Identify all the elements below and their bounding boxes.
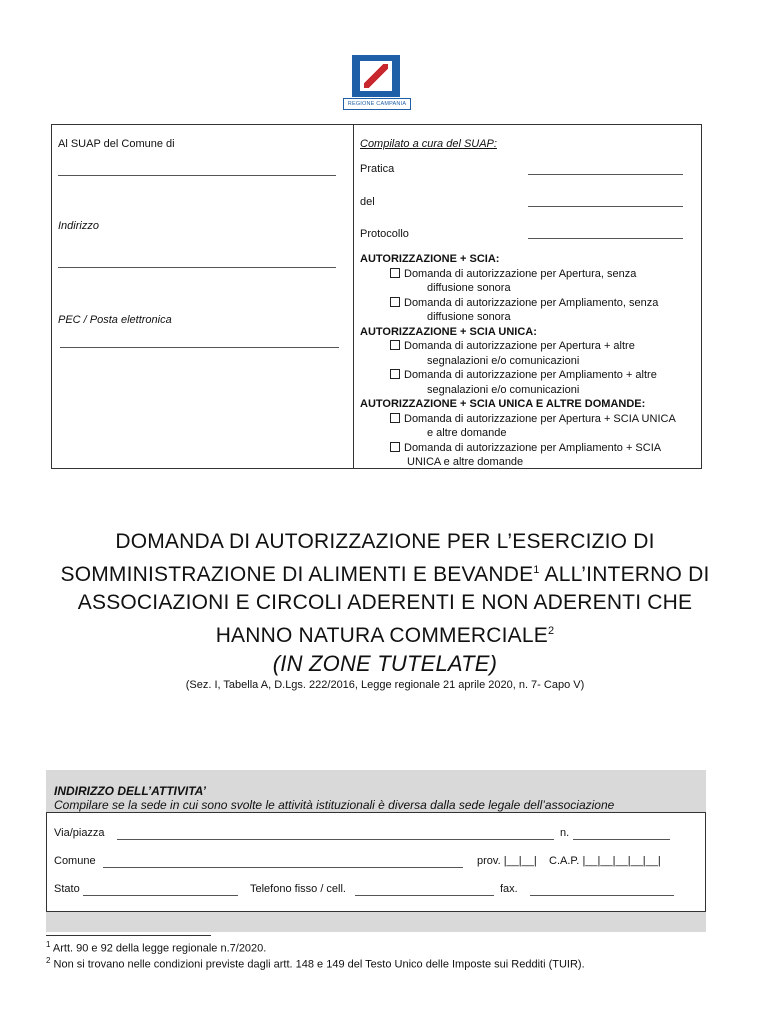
option-label: Domanda di autorizzazione per Apertura + SCIA UNICA <box>404 412 676 425</box>
cap-label: C.A.P. <box>549 855 580 867</box>
option-apertura-scia-unica[interactable] <box>360 339 700 354</box>
group-heading: AUTORIZZAZIONE + SCIA: <box>360 253 500 265</box>
request-type-options <box>360 252 700 470</box>
footnote-number: 1 <box>46 940 51 949</box>
title-line <box>40 556 730 589</box>
title-line: DOMANDA DI AUTORIZZAZIONE PER L’ESERCIZIO DI <box>115 530 655 553</box>
cap-field[interactable]: |__|__|__|__|__| <box>582 855 661 867</box>
option-label-cont: UNICA e altre domande <box>407 456 524 468</box>
del-label: del <box>360 196 375 208</box>
checkbox-icon[interactable] <box>390 369 400 379</box>
checkbox-icon[interactable] <box>390 297 400 307</box>
n-label: n. <box>560 827 570 839</box>
title-line: ASSOCIAZIONI E CIRCOLI ADERENTI E NON ADERENTI CHE <box>77 591 693 614</box>
option-label-cont: e altre domande <box>427 427 507 439</box>
suap-comune-label: Al SUAP del Comune di <box>58 138 175 150</box>
address-section-footer <box>46 912 706 932</box>
pratica-label: Pratica <box>360 163 395 175</box>
header-table <box>51 124 702 469</box>
fax-label: fax. <box>500 883 518 895</box>
prov-field[interactable]: |__|__| <box>503 855 537 867</box>
option-apertura-altre-domande[interactable] <box>360 412 700 427</box>
fax-field[interactable] <box>530 895 674 896</box>
option-label-cont: segnalazioni e/o comunicazioni <box>427 354 580 367</box>
option-label-cont: diffusione sonora <box>427 282 511 294</box>
prov-label: prov. <box>477 855 501 867</box>
footnote <box>46 940 266 955</box>
via-label: Via/piazza <box>54 827 105 839</box>
option-label-cont: segnalazioni e/o comunicazioni <box>427 383 580 396</box>
compiled-by-suap: Compilato a cura del SUAP: <box>360 138 497 150</box>
option-label: Domanda di autorizzazione per Apertura, senza <box>404 267 637 280</box>
telefono-field[interactable] <box>355 895 494 896</box>
checkbox-icon[interactable] <box>390 442 400 452</box>
comune-field[interactable] <box>103 867 463 868</box>
via-field[interactable] <box>117 839 554 840</box>
document-title <box>40 528 730 678</box>
footnote-number: 2 <box>46 956 51 965</box>
del-field[interactable] <box>528 206 683 207</box>
title-text: ALL’INTERNO DI <box>539 563 710 586</box>
footnote-text: Non si trovano nelle condizioni previste dagli artt. 148 e 149 del Testo Unico delle Imposte sui Redditi (TUIR). <box>53 958 585 971</box>
prov-row <box>477 855 537 867</box>
title-line-zone: (IN ZONE TUTELATE) <box>272 651 498 676</box>
address-box <box>46 812 706 912</box>
comune-label: Comune <box>54 855 96 867</box>
option-label: Domanda di autorizzazione per Ampliamento, senza <box>404 296 659 309</box>
suap-comune-field[interactable] <box>58 175 336 176</box>
pec-field[interactable] <box>60 347 339 348</box>
option-ampliamento[interactable] <box>360 296 700 311</box>
option-apertura[interactable] <box>360 267 700 282</box>
footnote-ref[interactable]: 2 <box>547 625 555 637</box>
telefono-label: Telefono fisso / cell. <box>250 883 346 895</box>
n-field[interactable] <box>573 839 670 840</box>
footnote-rule <box>46 935 211 936</box>
address-heading: INDIRIZZO DELL’ATTIVITA’ <box>54 784 206 798</box>
option-label: Domanda di autorizzazione per Apertura + altre <box>404 340 635 352</box>
option-label-cont: diffusione sonora <box>427 311 511 323</box>
footnote <box>46 956 585 971</box>
protocollo-field[interactable] <box>528 238 683 239</box>
checkbox-icon[interactable] <box>390 340 400 350</box>
footnote-ref[interactable]: 1 <box>533 564 540 576</box>
indirizzo-field[interactable] <box>58 267 336 268</box>
indirizzo-label: Indirizzo <box>58 220 99 232</box>
title-text: SOMMINISTRAZIONE DI ALIMENTI E BEVANDE <box>60 563 534 586</box>
group-heading: AUTORIZZAZIONE + SCIA UNICA E ALTRE DOMANDE: <box>360 398 646 410</box>
option-label: Domanda di autorizzazione per Ampliamento + altre <box>404 369 657 381</box>
stato-field[interactable] <box>83 895 238 896</box>
cap-row <box>549 855 661 867</box>
option-ampliamento-altre-domande[interactable] <box>360 441 700 456</box>
coat-of-arms-icon <box>352 55 400 97</box>
regione-campania-logo <box>343 55 409 111</box>
stato-label: Stato <box>54 883 80 895</box>
option-ampliamento-scia-unica[interactable] <box>360 368 700 383</box>
title-text: HANNO NATURA COMMERCIALE <box>215 624 548 647</box>
via-row <box>54 827 105 839</box>
title-line <box>40 617 730 650</box>
address-section-header <box>46 770 706 814</box>
option-label: Domanda di autorizzazione per Ampliamento + SCIA <box>404 441 662 454</box>
address-subheading: Compilare se la sede in cui sono svolte le attività istituzionali è diversa dalla sede legale dell’associazione <box>54 798 615 812</box>
pratica-field[interactable] <box>528 174 683 175</box>
checkbox-icon[interactable] <box>390 268 400 278</box>
logo-label: REGIONE CAMPANIA <box>343 98 411 110</box>
pec-label: PEC / Posta elettronica <box>58 314 172 326</box>
footnote-text: Artt. 90 e 92 della legge regionale n.7/2020. <box>52 942 267 955</box>
checkbox-icon[interactable] <box>390 413 400 423</box>
group-heading: AUTORIZZAZIONE + SCIA UNICA: <box>360 325 537 338</box>
legal-reference: (Sez. I, Tabella A, D.Lgs. 222/2016, Legge regionale 21 aprile 2020, n. 7- Capo V) <box>185 679 585 691</box>
table-divider <box>353 125 354 468</box>
protocollo-label: Protocollo <box>360 228 409 240</box>
